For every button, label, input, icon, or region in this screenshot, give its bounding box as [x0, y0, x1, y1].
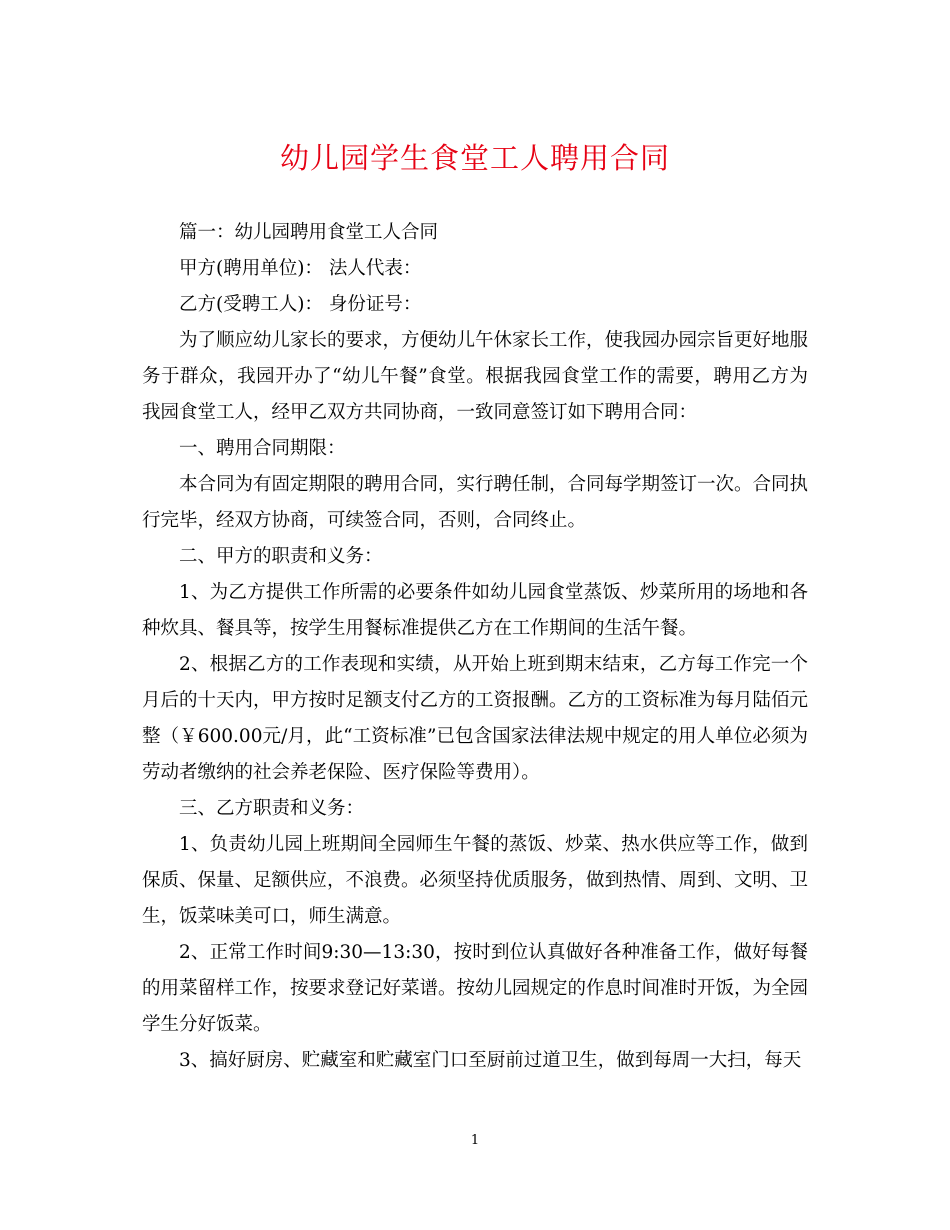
paragraph-party-b: 乙方(受聘工人)： 身份证号：	[179, 294, 422, 315]
section-heading-term: 一、聘用合同期限：	[179, 438, 346, 459]
paragraph-party-a-duty-2: 2、根据乙方的工作表现和实绩，从开始上班到期末结束，乙方每工作完一个月后的十天内，甲方按时足额支付乙方的工资报酬。乙方的工资标准为每月陆佰元整（￥600.00元/月，此“工资标准”已包含国家法律法规中规定的用人单位必须为劳动者缴纳的社会养老保险、医疗保险等费用）。	[142, 654, 809, 783]
page-number: 1	[470, 1133, 480, 1148]
paragraph-heading-part1: 篇一：幼儿园聘用食堂工人合同	[179, 222, 439, 243]
document-body	[142, 215, 808, 1079]
section-heading-party-a-duties: 二、甲方的职责和义务：	[179, 546, 383, 567]
paragraph-party-a: 甲方(聘用单位)： 法人代表：	[179, 258, 422, 279]
paragraph-party-b-duty-2: 2、正常工作时间9:30—13:30，按时到位认真做好各种准备工作，做好每餐的用菜留样工作，按要求登记好菜谱。按幼儿园规定的作息时间准时开饭，为全园学生分好饭菜。	[142, 942, 809, 1035]
paragraph-party-b-duty-3: 3、搞好厨房、贮藏室和贮藏室门口至厨前过道卫生，做到每周一大扫，每天	[179, 1050, 802, 1071]
section-heading-party-b-duties: 三、乙方职责和义务：	[179, 798, 365, 819]
paragraph-party-a-duty-1: 1、为乙方提供工作所需的必要条件如幼儿园食堂蒸饭、炒菜所用的场地和各种炊具、餐具等，按学生用餐标准提供乙方在工作期间的生活午餐。	[142, 582, 808, 639]
paragraph-preamble: 为了顺应幼儿家长的要求，方便幼儿午休家长工作，使我园办园宗旨更好地服务于群众，我园开办了“幼儿午餐”食堂。根据我园食堂工作的需要，聘用乙方为我园食堂工人，经甲乙双方共同协商，一致同意签订如下聘用合同：	[142, 330, 809, 423]
paragraph-party-b-duty-1: 1、负责幼儿园上班期间全园师生午餐的蒸饭、炒菜、热水供应等工作，做到保质、保量、足额供应，不浪费。必须坚持优质服务，做到热情、周到、文明、卫生，饭菜味美可口，师生满意。	[142, 834, 809, 927]
paragraph-term: 本合同为有固定期限的聘用合同，实行聘任制，合同每学期签订一次。合同执行完毕，经双方协商，可续签合同，否则，合同终止。	[142, 474, 809, 531]
document-title: 幼儿园学生食堂工人聘用合同	[279, 141, 670, 175]
